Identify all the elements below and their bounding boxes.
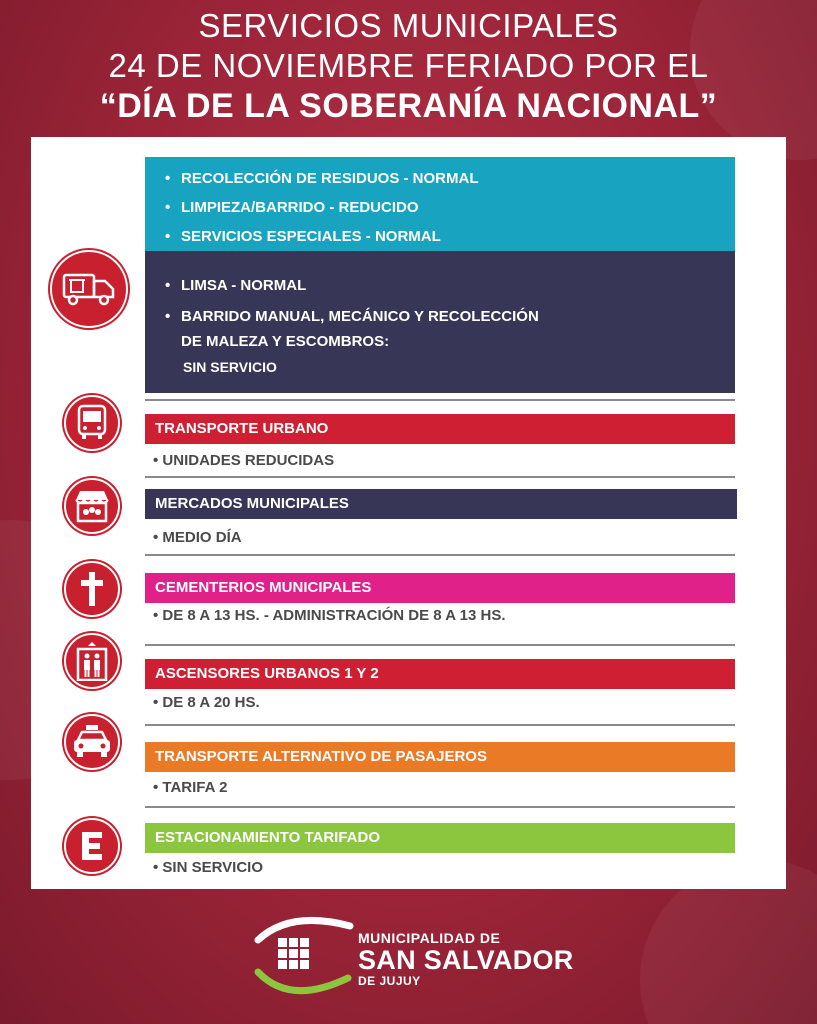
service-detail: • UNIDADES REDUCIDAS [153,452,335,469]
municipality-line-2: SAN SALVADOR [358,945,574,975]
title-line-2: 24 DE NOVIEMBRE FERIADO POR EL [108,47,709,84]
service-detail: • SIN SERVICIO [153,859,264,876]
divider [145,476,735,478]
service-title-bar: TRANSPORTE ALTERNATIVO DE PASAJEROS [145,742,735,772]
municipality-line-1: MUNICIPALIDAD DE [358,930,501,946]
service-detail: • MEDIO DÍA [153,529,242,546]
service-detail: • DE 8 A 20 HS. [153,694,260,711]
divider [145,806,735,808]
municipality-line-3: DE JUJUY [358,974,421,988]
list-item: • SERVICIOS ESPECIALES - NORMAL [165,228,441,245]
list-item: • LIMSA - NORMAL [165,277,307,294]
list-item: • RECOLECCIÓN DE RESIDUOS - NORMAL [165,170,479,187]
title-line-1: SERVICIOS MUNICIPALES [198,7,619,44]
service-title-bar: TRANSPORTE URBANO [145,414,735,444]
divider [145,399,735,401]
cross-icon [64,561,120,617]
residuos-navy-block [145,251,735,393]
page-title [0,6,817,126]
service-title-bar: MERCADOS MUNICIPALES [145,489,737,519]
bus-icon [64,395,120,451]
title-line-3: “DÍA DE LA SOBERANÍA NACIONAL” [99,87,718,125]
service-title-bar: ASCENSORES URBANOS 1 Y 2 [145,659,735,689]
list-item: • LIMPIEZA/BARRIDO - REDUCIDO [165,199,419,216]
service-detail: • TARIFA 2 [153,779,228,796]
municipality-name [358,930,574,988]
services-card [31,137,786,889]
elevator-icon [64,633,120,689]
list-item: • BARRIDO MANUAL, MECÁNICO Y RECOLECCIÓN [165,308,539,325]
residuos-cyan-block [145,157,735,251]
service-title-bar: CEMENTERIOS MUNICIPALES [145,573,735,603]
garbage-truck-icon [50,250,128,328]
parking-e-icon [64,818,120,874]
service-detail: • DE 8 A 13 HS. - ADMINISTRACIÓN DE 8 A 13 HS. [153,607,506,624]
divider [145,644,735,646]
taxi-icon [64,714,120,770]
list-item-status: SIN SERVICIO [183,359,277,375]
list-item-continuation: DE MALEZA Y ESCOMBROS: [181,333,390,350]
divider [145,554,735,556]
divider [145,724,735,726]
market-stall-icon [64,478,120,534]
service-title-bar: ESTACIONAMIENTO TARIFADO [145,823,735,853]
